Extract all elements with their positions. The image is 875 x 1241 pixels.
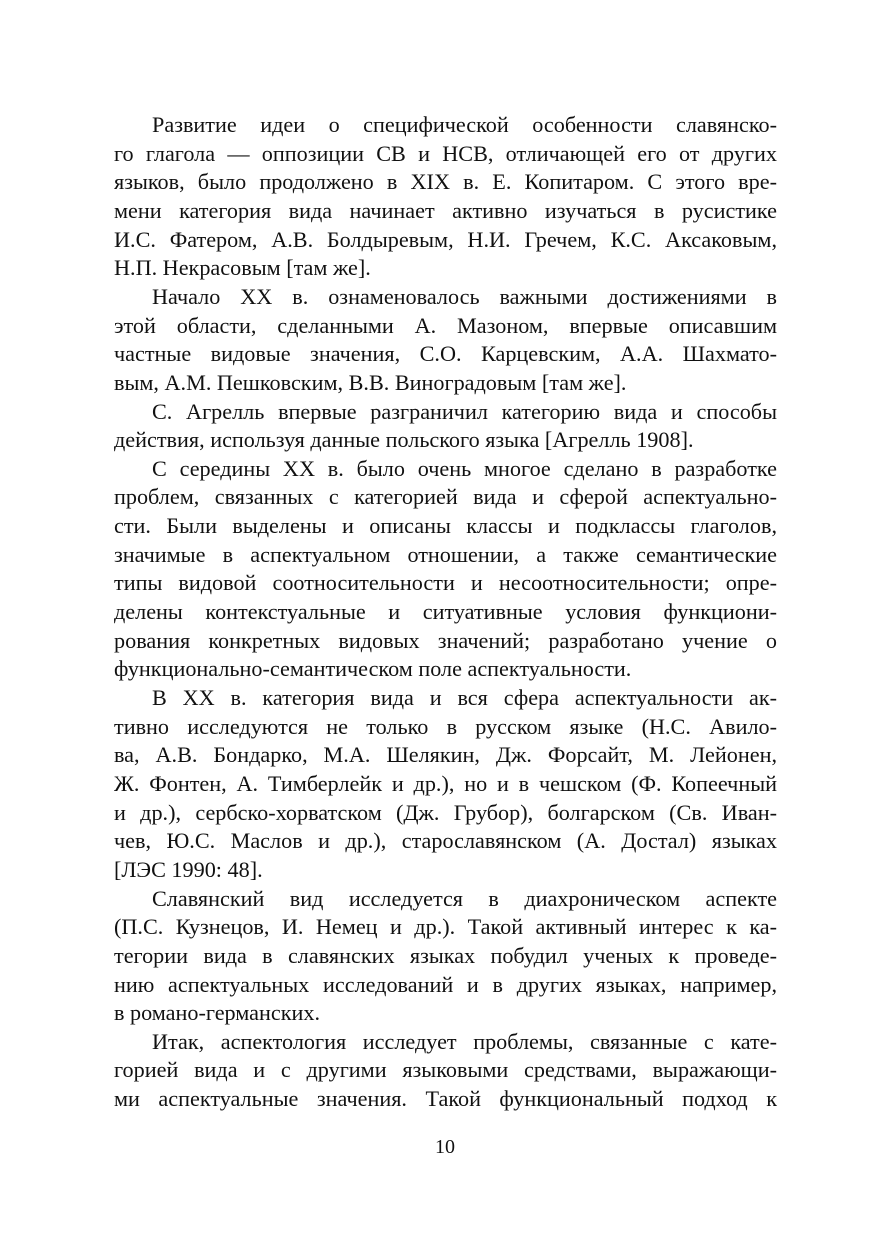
paragraph-4-line: значимые в аспектуальном отношении, а также семантические — [114, 541, 777, 567]
paragraph-3-line: С. Агрелль впервые разграничил категорию вида и способы — [152, 398, 777, 424]
paragraph-5-line: Ж. Фонтен, А. Тимберлейк и др.), но и в чешском (Ф. Копеечный — [114, 770, 777, 796]
paragraph-7-line: горией вида и с другими языковыми средствами, выражающи- — [114, 1057, 777, 1083]
paragraph-1-line: языков, было продолжено в XIX в. Е. Копитаром. С этого вре- — [114, 169, 777, 195]
paragraph-4-line: сти. Были выделены и описаны классы и подклассы глаголов, — [114, 513, 777, 539]
paragraph-6-line: Славянский вид исследуется в диахроническом аспекте — [152, 885, 777, 911]
paragraph-4-line: проблем, связанных с категорией вида и сферой аспектуально- — [114, 484, 777, 510]
paragraph-1-line: Развитие идеи о специфической особенности славянско- — [152, 112, 777, 137]
paragraph-2-line: вым, А.М. Пешковским, В.В. Виноградовым [там же]. — [114, 369, 627, 395]
paragraph-6-line: нию аспектуальных исследований и в других языках, например, — [114, 971, 777, 997]
paragraph-7-line: ми аспектуальные значения. Такой функциональный подход к — [114, 1086, 777, 1112]
paragraph-2-line: частные видовые значения, С.О. Карцевским, А.А. Шахмато- — [114, 341, 777, 367]
paragraph-5-line: ва, А.В. Бондарко, М.А. Шелякин, Дж. Форсайт, М. Лейонен, — [114, 742, 777, 768]
paragraph-5-line: чев, Ю.С. Маслов и др.), старославянском (А. Достал) языках — [114, 828, 777, 854]
paragraph-1-line: го глагола — оппозиции СВ и НСВ, отличающей его от других — [114, 140, 777, 166]
paragraph-4-line: типы видовой соотносительности и несоотносительности; опре- — [114, 570, 777, 596]
paragraph-4-line: делены контекстуальные и ситуативные условия функциони- — [114, 599, 777, 625]
paragraph-1-line: Н.П. Некрасовым [там же]. — [114, 255, 371, 281]
paragraph-5-line: В XX в. категория вида и вся сфера аспектуальности ак- — [152, 685, 777, 710]
paragraph-5-line: [ЛЭС 1990: 48]. — [114, 856, 263, 882]
page-number: 10 — [435, 1136, 455, 1158]
paragraph-4-line: функционально-семантическом поле аспектуальности. — [114, 656, 632, 682]
paragraph-6-line: в романо-германских. — [114, 1000, 321, 1026]
paragraph-2-line: этой области, сделанными А. Мазоном, впервые описавшим — [114, 312, 777, 338]
paragraph-4-line: рования конкретных видовых значений; разработано учение о — [114, 627, 777, 653]
paragraph-3-line: действия, используя данные польского языка [Агрелль 1908]. — [114, 427, 694, 453]
paragraph-5-line: тивно исследуются не только в русском языке (Н.С. Авило- — [114, 713, 777, 739]
paragraph-6-line: тегории вида в славянских языках побудил ученых к проведе- — [114, 942, 777, 968]
paragraph-7-line: Итак, аспектология исследует проблемы, связанные с кате- — [152, 1028, 777, 1054]
paragraph-5-line: и др.), сербско-хорватском (Дж. Грубор), болгарском (Св. Иван- — [114, 799, 777, 825]
paragraph-1-line: мени категория вида начинает активно изучаться в русистике — [114, 197, 777, 223]
paragraph-4-line: С середины XX в. было очень многое сделано в разработке — [152, 455, 777, 481]
paragraph-2-line: Начало XX в. ознаменовалось важными достижениями в — [152, 283, 777, 309]
paragraph-1-line: И.С. Фатером, А.В. Болдыревым, Н.И. Гречем, К.С. Аксаковым, — [114, 226, 777, 252]
paragraph-6-line: (П.С. Кузнецов, И. Немец и др.). Такой активный интерес к ка- — [114, 914, 777, 940]
